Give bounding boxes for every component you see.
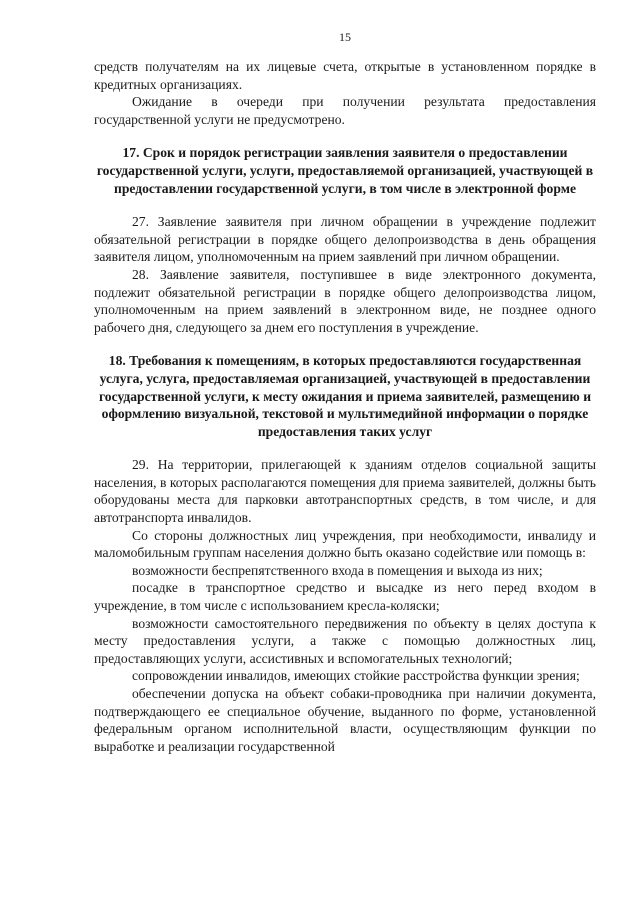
section-18-heading: 18. Требования к помещениям, в которых предоставляются государственная услуга, услуга, предоставляемая организацией, участвующей в предоставлении государственной услуги, к месту ожидания и приема заявителей, размещению и оформлению визуальной, текстовой и мультимедийной информации о порядке предоставления таких услуг — [98, 353, 592, 439]
list-item-escort: сопровождении инвалидов, имеющих стойкие расстройства функции зрения; — [132, 668, 580, 684]
list-item-movement: возможности самостоятельного передвижения по объекту в целях доступа к месту предоставления услуги, а также с помощью должностных лиц, предоставляющих услуги, ассистивных и вспомогательных технологий; — [94, 615, 596, 666]
page-number: 15 — [339, 30, 351, 44]
intro-block — [94, 58, 596, 128]
list-item-entry-exit: возможности беспрепятственного входа в помещения и выхода из них; — [132, 562, 543, 578]
intro-paragraph: Ожидание в очереди при получении результата предоставления государственной услуги не предусмотрено. — [94, 94, 596, 127]
paragraph-29: 29. На территории, прилегающей к зданиям отделов социальной защиты населения, в которых располагаются помещения для приема заявителей, должны быть оборудованы места для парковки автотранспортных средств, в том числе, и для автотранспорта инвалидов. — [94, 457, 596, 526]
paragraph-27: 27. Заявление заявителя при личном обращении в учреждение подлежит обязательной регистрации в порядке общего делопроизводства в день обращения заявителя лицом, уполномоченным на прием заявлений при личном обращении. — [94, 214, 596, 265]
section-18-body — [94, 456, 596, 755]
list-item-guide-dog: обеспечении допуска на объект собаки-проводника при наличии документа, подтверждающего ее специальное обучение, выданного по форме, установленной федеральным органом исполнительной власти, осуществляющим функции по выработке и реализации государственной — [94, 686, 596, 754]
section-17-body — [94, 213, 596, 336]
section-17-heading: 17. Срок и порядок регистрации заявления заявителя о предоставлении государственной услуги, услуги, предоставляемой организацией, участвующей в предоставлении государственной услуги, в том числе в электронной форме — [96, 145, 594, 196]
intro-paragraph-continued: средств получателям на их лицевые счета, открытые в установленном порядке в кредитных организациях. — [94, 59, 596, 92]
list-item-boarding: посадке в транспортное средство и высадке из него перед входом в учреждение, в том числе с использованием кресла-коляски; — [94, 580, 596, 614]
paragraph-28: 28. Заявление заявителя, поступившее в виде электронного документа, подлежит обязательной регистрации в порядке общего делопроизводства лицом, уполномоченным на прием заявлений в электронном виде, не позднее одного рабочего дня, следующего за днем его поступления в учреждение. — [94, 266, 596, 335]
assistance-intro-paragraph: Со стороны должностных лиц учреждения, при необходимости, инвалиду и маломобильным группам населения должно быть оказано содействие или помощь в: — [94, 527, 596, 561]
